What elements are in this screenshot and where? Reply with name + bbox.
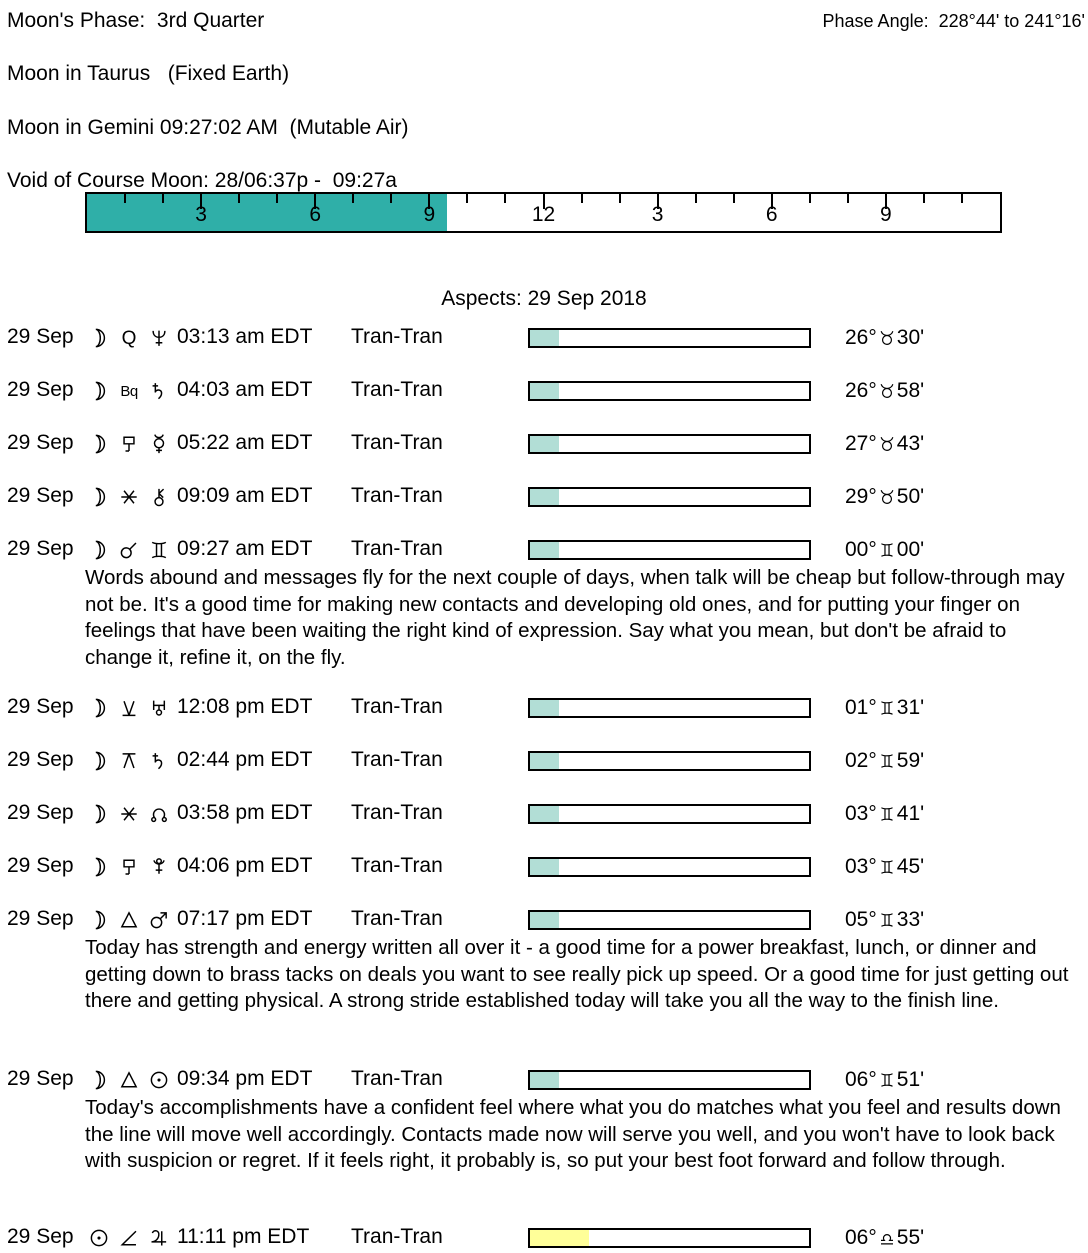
gemini-icon	[878, 908, 896, 932]
orb-bar	[528, 1070, 811, 1090]
moon-ingress-line: Moon in Gemini 09:27:02 AM (Mutable Air)	[7, 116, 409, 139]
row-date: 29 Sep	[7, 1067, 74, 1090]
position-minutes: 55'	[896, 1226, 925, 1249]
row-position	[845, 325, 924, 351]
orb-bar-fill	[530, 1230, 589, 1246]
position-degrees: 06°	[845, 1226, 877, 1249]
row-time: 11:11 pm EDT	[177, 1225, 310, 1248]
taurus-icon	[878, 326, 896, 350]
row-position	[845, 748, 924, 774]
semisquare-icon	[114, 1226, 144, 1250]
ruler-hour-label: 3	[651, 203, 664, 226]
pluto-icon	[144, 855, 174, 879]
moon-phase-line: Moon's Phase: 3rd Quarter	[7, 9, 265, 32]
aspect-row	[0, 748, 1088, 775]
ruler-tick	[238, 194, 240, 203]
moon-icon	[84, 538, 114, 562]
mars-icon	[144, 908, 174, 932]
moon-icon	[84, 1068, 114, 1092]
orb-bar-fill	[530, 700, 559, 716]
orb-bar-fill	[530, 489, 559, 505]
sesquiquadrate-icon	[114, 432, 144, 456]
moon-icon	[84, 485, 114, 509]
gemini-icon	[144, 538, 174, 562]
ruler-filled-span	[87, 194, 447, 231]
orb-bar	[528, 857, 811, 877]
void-of-course-time-ruler	[85, 192, 1002, 233]
row-date: 29 Sep	[7, 537, 74, 560]
position-minutes: 30'	[896, 326, 925, 349]
ruler-tick	[923, 194, 925, 203]
row-position	[845, 695, 924, 721]
row-date: 29 Sep	[7, 378, 74, 401]
aspect-row	[0, 1225, 1088, 1252]
row-type: Tran-Tran	[351, 431, 443, 454]
libra-icon	[878, 1226, 896, 1250]
aspect-note: Today has strength and energy written all over it - a good time for a power breakfast, lunch, or dinner and getting down to brass tacks on deals you want to see really pick up speed. Or a good time for just getting out there and getting physical. A strong stride established today will take you all the way to the finish line.	[85, 936, 1069, 1013]
row-date: 29 Sep	[7, 907, 74, 930]
sun-icon	[84, 1226, 114, 1250]
row-time: 03:13 am EDT	[177, 325, 313, 348]
orb-bar-fill	[530, 330, 559, 346]
row-type: Tran-Tran	[351, 801, 443, 824]
trine-icon	[114, 908, 144, 932]
row-position	[845, 1067, 924, 1093]
ruler-tick	[390, 194, 392, 203]
row-position	[845, 537, 924, 563]
orb-bar	[528, 540, 811, 560]
row-date: 29 Sep	[7, 695, 74, 718]
row-time: 07:17 pm EDT	[177, 907, 313, 930]
aspect-row	[0, 695, 1088, 722]
position-minutes: 41'	[896, 802, 925, 825]
mercury-icon	[144, 432, 174, 456]
row-position	[845, 907, 924, 933]
row-date: 29 Sep	[7, 431, 74, 454]
row-date: 29 Sep	[7, 1225, 74, 1248]
ruler-tick	[466, 194, 468, 203]
sextile-icon	[114, 802, 144, 826]
aspect-row	[0, 537, 1088, 564]
row-position	[845, 1225, 924, 1251]
ruler-hour-label: 9	[423, 203, 436, 226]
ruler-hour-label: 6	[765, 203, 778, 226]
position-minutes: 45'	[896, 855, 925, 878]
aspect-row	[0, 801, 1088, 828]
row-date: 29 Sep	[7, 325, 74, 348]
aspects-title: Aspects: 29 Sep 2018	[441, 287, 647, 310]
ruler-tick	[162, 194, 164, 203]
orb-bar-fill	[530, 383, 559, 399]
gemini-icon	[878, 1068, 896, 1092]
row-time: 12:08 pm EDT	[177, 695, 313, 718]
row-type: Tran-Tran	[351, 1067, 443, 1090]
moon-sign-line: Moon in Taurus (Fixed Earth)	[7, 62, 290, 85]
sun-icon	[144, 1068, 174, 1092]
quincunx-icon	[114, 749, 144, 773]
moon-icon	[84, 749, 114, 773]
row-type: Tran-Tran	[351, 484, 443, 507]
biquintile-icon: Bq	[120, 382, 138, 400]
moon-icon	[84, 432, 114, 456]
ruler-tick	[504, 194, 506, 203]
phase-angle-line: Phase Angle: 228°44' to 241°16'	[822, 11, 1085, 31]
orb-bar	[528, 328, 811, 348]
position-minutes: 00'	[896, 538, 925, 561]
position-degrees: 01°	[845, 696, 877, 719]
gemini-icon	[878, 538, 896, 562]
saturn-icon	[144, 379, 174, 403]
aspect-row	[0, 378, 1088, 405]
row-type: Tran-Tran	[351, 537, 443, 560]
gemini-icon	[878, 696, 896, 720]
neptune-icon	[144, 326, 174, 350]
position-degrees: 02°	[845, 749, 877, 772]
row-type: Tran-Tran	[351, 695, 443, 718]
position-minutes: 58'	[896, 379, 925, 402]
aspect-note: Words abound and messages fly for the next couple of days, when talk will be cheap but follow-through may not be. It's a good time for making new contacts and developing old ones, and for putting your finger on feelings that have been waiting the right kind of expression. Say what you mean, but don't be afraid to change it, refine it, on the fly.	[85, 566, 1065, 670]
row-date: 29 Sep	[7, 748, 74, 771]
ruler-tick	[276, 194, 278, 203]
position-minutes: 51'	[896, 1068, 925, 1091]
orb-bar	[528, 804, 811, 824]
ruler-tick	[124, 194, 126, 203]
orb-bar	[528, 751, 811, 771]
aspect-row	[0, 325, 1088, 352]
uranus-icon	[144, 696, 174, 720]
orb-bar	[528, 1228, 811, 1248]
position-degrees: 03°	[845, 855, 877, 878]
position-minutes: 31'	[896, 696, 925, 719]
row-position	[845, 801, 924, 827]
aspect-row	[0, 484, 1088, 511]
position-degrees: 26°	[845, 379, 877, 402]
row-time: 03:58 pm EDT	[177, 801, 313, 824]
trine-icon	[114, 1068, 144, 1092]
gemini-icon	[878, 749, 896, 773]
gemini-icon	[878, 802, 896, 826]
aspect-row	[0, 907, 1088, 934]
row-type: Tran-Tran	[351, 378, 443, 401]
orb-bar-fill	[530, 436, 559, 452]
row-date: 29 Sep	[7, 484, 74, 507]
row-type: Tran-Tran	[351, 1225, 443, 1248]
orb-bar-fill	[530, 1072, 559, 1088]
jupiter-icon	[144, 1226, 174, 1250]
ruler-hour-label: 3	[195, 203, 207, 226]
ruler-tick	[695, 194, 697, 203]
aspect-row	[0, 1067, 1088, 1094]
moon-icon	[84, 908, 114, 932]
position-degrees: 05°	[845, 908, 877, 931]
row-position	[845, 431, 924, 457]
position-minutes: 50'	[896, 485, 925, 508]
ruler-tick	[581, 194, 583, 203]
orb-bar-fill	[530, 859, 559, 875]
position-degrees: 06°	[845, 1068, 877, 1091]
row-type: Tran-Tran	[351, 325, 443, 348]
moon-icon	[84, 855, 114, 879]
ruler-hour-label: 12	[531, 203, 556, 226]
row-time: 09:09 am EDT	[177, 484, 313, 507]
north-node-icon	[144, 802, 174, 826]
aspect-row	[0, 431, 1088, 458]
moon-icon	[84, 379, 114, 403]
ruler-tick	[619, 194, 621, 203]
row-type: Tran-Tran	[351, 748, 443, 771]
moon-icon	[84, 696, 114, 720]
position-minutes: 59'	[896, 749, 925, 772]
ruler-tick	[352, 194, 354, 203]
aspect-row	[0, 854, 1088, 881]
row-time: 09:34 pm EDT	[177, 1067, 313, 1090]
orb-bar	[528, 910, 811, 930]
moon-icon	[84, 802, 114, 826]
row-time: 05:22 am EDT	[177, 431, 313, 454]
position-minutes: 33'	[896, 908, 925, 931]
orb-bar-fill	[530, 912, 559, 928]
position-degrees: 00°	[845, 538, 877, 561]
row-position	[845, 378, 924, 404]
position-degrees: 29°	[845, 485, 877, 508]
sesquiquadrate-icon	[114, 855, 144, 879]
taurus-icon	[878, 432, 896, 456]
orb-bar	[528, 698, 811, 718]
taurus-icon	[878, 379, 896, 403]
position-degrees: 27°	[845, 432, 877, 455]
row-position	[845, 484, 924, 510]
row-position	[845, 854, 924, 880]
orb-bar-fill	[530, 806, 559, 822]
sextile-icon	[114, 485, 144, 509]
row-type: Tran-Tran	[351, 854, 443, 877]
ruler-tick	[733, 194, 735, 203]
orb-bar	[528, 434, 811, 454]
row-time: 02:44 pm EDT	[177, 748, 313, 771]
row-time: 09:27 am EDT	[177, 537, 313, 560]
saturn-icon	[144, 749, 174, 773]
void-of-course-line: Void of Course Moon: 28/06:37p - 09:27a	[7, 169, 397, 192]
position-degrees: 03°	[845, 802, 877, 825]
row-date: 29 Sep	[7, 801, 74, 824]
orb-bar	[528, 381, 811, 401]
row-time: 04:06 pm EDT	[177, 854, 313, 877]
chiron-icon	[144, 485, 174, 509]
taurus-icon	[878, 485, 896, 509]
aspect-note: Today's accomplishments have a confident feel where what you do matches what you feel and results down the line will move well accordingly. Contacts made now will serve you well, and you won't have to look back with suspicion or regret. If it feels right, it probably is, so put your best foot forward and follow through.	[85, 1096, 1061, 1173]
conjunction-icon	[114, 538, 144, 562]
moon-icon	[84, 326, 114, 350]
ruler-hour-label: 9	[880, 203, 892, 226]
ruler-hour-label: 6	[309, 203, 322, 226]
semisextile-icon	[114, 696, 144, 720]
ruler-tick	[847, 194, 849, 203]
orb-bar-fill	[530, 753, 559, 769]
position-minutes: 43'	[896, 432, 925, 455]
row-type: Tran-Tran	[351, 907, 443, 930]
row-time: 04:03 am EDT	[177, 378, 313, 401]
orb-bar	[528, 487, 811, 507]
ruler-tick	[961, 194, 963, 203]
row-date: 29 Sep	[7, 854, 74, 877]
ruler-tick	[809, 194, 811, 203]
orb-bar-fill	[530, 542, 559, 558]
quintile-icon: Q	[121, 327, 137, 349]
position-degrees: 26°	[845, 326, 877, 349]
gemini-icon	[878, 855, 896, 879]
